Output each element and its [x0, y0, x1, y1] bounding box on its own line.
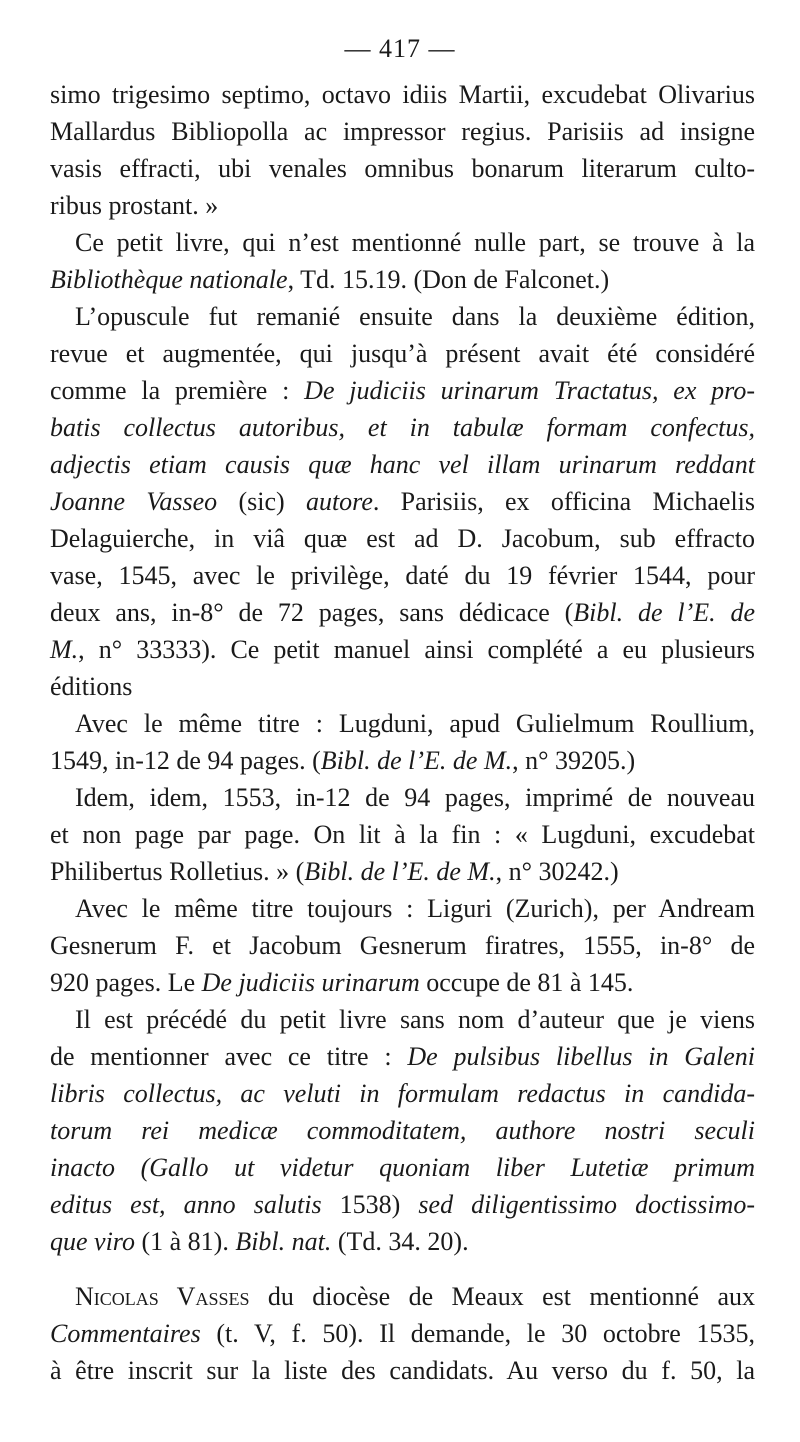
text-line: batis collectus autoribus, et in tabulæ formam confectus, [50, 413, 755, 442]
text-line: Philibertus Rolletius. » (Bibl. de l’E. de M., n° 30242.) [50, 857, 619, 886]
text-line: Commentaires (t. V, f. 50). Il demande, le 30 octobre 1535, [50, 1319, 755, 1348]
text-line: adjectis etiam causis quæ hanc vel illam urinarum reddant [50, 450, 755, 479]
text-line: Mallardus Bibliopolla ac impressor regius. Parisiis ad insigne [50, 117, 755, 146]
body-text [50, 76, 755, 1389]
text-line: torum rei medicæ commoditatem, authore nostri seculi [50, 1116, 755, 1145]
text-line: libris collectus, ac veluti in formulam redactus in candida- [50, 1079, 755, 1108]
text-line: vase, 1545, avec le privilège, daté du 19 février 1544, pour [50, 561, 755, 590]
text-line: Idem, idem, 1553, in-12 de 94 pages, imprimé de nouveau [75, 783, 755, 812]
text-line: L’opuscule fut remanié ensuite dans la deuxième édition, [75, 302, 755, 331]
text-line: de mentionner avec ce titre : De pulsibus libellus in Galeni [50, 1042, 755, 1071]
text-line: 1549, in-12 de 94 pages. (Bibl. de l’E. de M., n° 39205.) [50, 746, 636, 775]
text-line: Gesnerum F. et Jacobum Gesnerum firatres, 1555, in-8° de [50, 931, 755, 960]
text-line: ribus prostant. » [50, 191, 219, 220]
text-line: éditions [50, 672, 133, 701]
text-line: Avec le même titre : Lugduni, apud Gulielmum Roullium, [75, 709, 755, 738]
text-line: Delaguierche, in viâ quæ est ad D. Jacobum, sub effracto [50, 524, 755, 553]
text-line: Il est précédé du petit livre sans nom d’auteur que je viens [75, 1005, 755, 1034]
text-line: Ce petit livre, qui n’est mentionné nulle part, se trouve à la [75, 228, 755, 257]
text-line: simo trigesimo septimo, octavo idiis Martii, excudebat Olivarius [50, 80, 755, 109]
text-line: 920 pages. Le De judiciis urinarum occupe de 81 à 145. [50, 968, 634, 997]
text-line: et non page par page. On lit à la fin : « Lugduni, excudebat [50, 820, 755, 849]
text-line: Joanne Vasseo (sic) autore. Parisiis, ex officina Michaelis [50, 487, 756, 516]
text-line: à être inscrit sur la liste des candidats. Au verso du f. 50, la [50, 1356, 755, 1385]
text-line: Bibliothèque nationale, Td. 15.19. (Don de Falconet.) [50, 265, 610, 294]
text-line: editus est, anno salutis 1538) sed diligentissimo doctissimo- [50, 1190, 755, 1219]
text-line: inacto (Gallo ut videtur quoniam liber Lutetiæ primum [50, 1153, 755, 1182]
text-line: revue et augmentée, qui jusqu’à présent avait été considéré [50, 339, 755, 368]
text-line: vasis effracti, ubi venales omnibus bonarum literarum culto- [50, 154, 755, 183]
text-line: que viro (1 à 81). Bibl. nat. (Td. 34. 20). [50, 1227, 469, 1256]
text-line: Avec le même titre toujours : Liguri (Zurich), per Andream [75, 894, 755, 923]
text-line: deux ans, in-8° de 72 pages, sans dédicace (Bibl. de l’E. de [50, 598, 755, 627]
text-line: Nicolas Vasses du diocèse de Meaux est mentionné aux [75, 1282, 755, 1311]
text-line: M., n° 33333). Ce petit manuel ainsi complété a eu plusieurs [50, 635, 755, 664]
text-line: comme la première : De judiciis urinarum Tractatus, ex pro- [50, 376, 755, 405]
page-number: — 417 — [344, 34, 456, 63]
